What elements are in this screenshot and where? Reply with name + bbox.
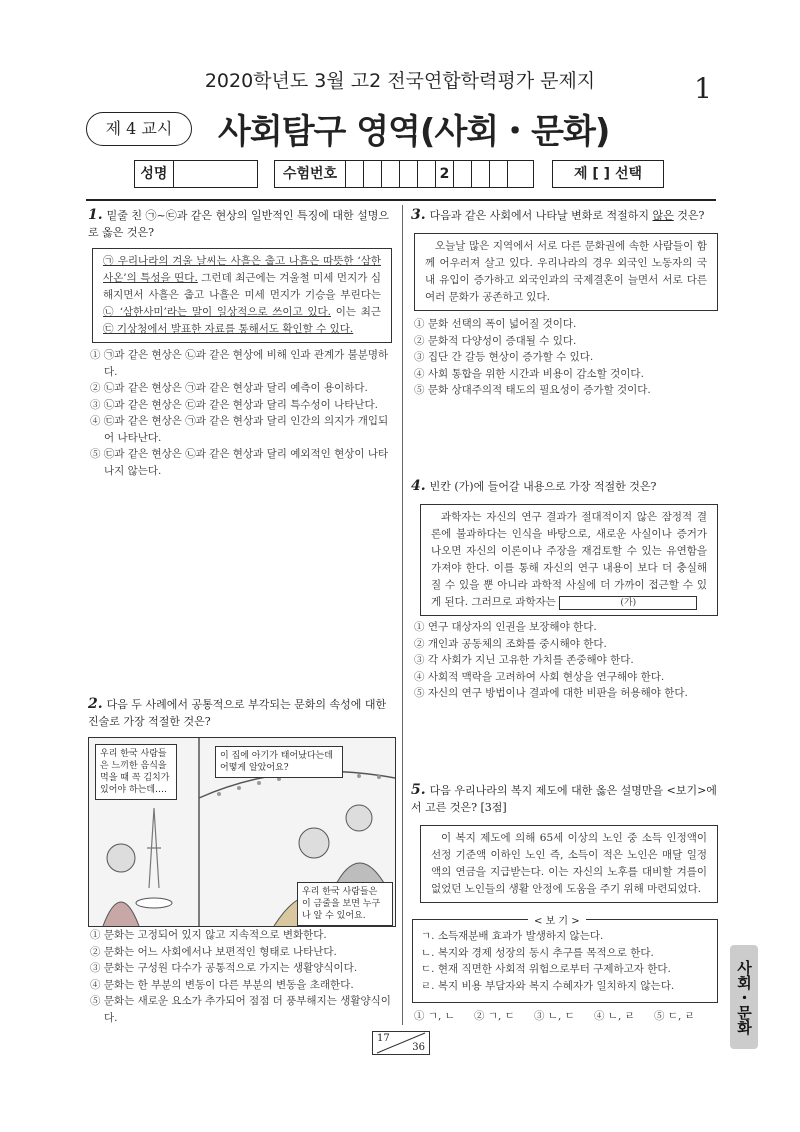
answer-option[interactable]: ⑤ ㄷ, ㄹ [654, 1010, 695, 1022]
passage-underline-b: ㉡ ‘삼한사미’라는 말이 일상적으로 쓰이고 있다. [103, 306, 332, 318]
speech-bubble-3: 우리 한국 사람들은 이 금줄을 보면 누구나 알 수 있어요. [297, 882, 393, 926]
bogi-item: ㄹ. 복지 비용 부담자와 복지 수혜자가 일치하지 않는다. [421, 979, 675, 992]
exam-number-cell[interactable] [490, 161, 508, 187]
exam-number-cell[interactable] [508, 161, 525, 187]
question-1-options [90, 347, 394, 479]
question-4-passage [420, 504, 718, 616]
question-text: 밑줄 친 ㉠~㉢과 같은 현상의 일반적인 특징에 대한 설명으로 옳은 것은? [88, 209, 389, 239]
answer-option[interactable]: ③ 각 사회가 지닌 고유한 가치를 존중해야 한다. [414, 654, 634, 666]
answer-option[interactable]: ③ 문화는 구성원 다수가 공통적으로 가지는 생활양식이다. [90, 962, 358, 974]
name-field[interactable] [174, 161, 257, 187]
question-number: 3. [411, 207, 426, 223]
question-text: 다음 두 사례에서 공통적으로 부각되는 문화의 속성에 대한 진술로 가장 적절한 것은? [88, 698, 387, 728]
answer-option[interactable]: ② ㄱ, ㄷ [474, 1010, 515, 1022]
passage-text: 그런데 최근에는 겨울철 미세 먼지가 심해지면서 사흘은 춥고 나흘은 미세 먼지가 기승을 부린다는 [103, 272, 381, 301]
speech-bubble-2: 이 집에 아기가 태어났다는데 어떻게 알았어요? [215, 746, 343, 778]
exam-number-cell[interactable] [418, 161, 436, 187]
question-number: 2. [88, 696, 103, 712]
passage-text: 과학자는 자신의 연구 결과가 절대적이지 않은 잠정적 결론에 불과하다는 인식을 바탕으로, 새로운 사실이나 증거가 나오면 자신의 이론이나 주장을 재검토할 수 있는 유연함을 가져야 한다. 이를 통해 자신의 연구 내용이 보다 더 충실해질 수 있을 뿐 아니라 과학적 사실에 더 가까이 접근할 수 있게 된다. 그러므로 과학자는 [431, 511, 707, 608]
answer-option[interactable]: ③ ㄴ, ㄷ [534, 1010, 575, 1022]
page-counter-total: 36 [412, 1042, 425, 1053]
blank-box: (가) [559, 596, 697, 610]
answer-option[interactable]: ① ㄱ, ㄴ [414, 1010, 455, 1022]
question-4-stem [411, 478, 717, 495]
question-5-stem [411, 782, 717, 816]
passage-text: 이는 최근 [331, 306, 382, 318]
question-4-options [414, 619, 714, 702]
answer-option[interactable]: ① 문화 선택의 폭이 넓어질 것이다. [414, 318, 577, 330]
question-text: 다음과 같은 사회에서 나타날 변화로 적절하지 [429, 209, 653, 222]
page-number: 1 [694, 72, 712, 105]
question-3-passage: 오늘날 많은 지역에서 서로 다른 문화권에 속한 사람들이 함께 어우러져 살고 있다. 우리나라의 경우 외국인 노동자의 국내 유입이 증가하고 외국인과의 국제결혼이 늘면서 서로 다른 여러 문화가 공존하고 있다. [414, 233, 718, 311]
answer-option[interactable]: ⑤ ㉢과 같은 현상은 ㉡과 같은 현상과 달리 예외적인 현상이 나타나지 않는다. [90, 448, 389, 477]
answer-option[interactable]: ⑤ 문화 상대주의적 태도의 필요성이 증가할 것이다. [414, 384, 651, 396]
header-rule [86, 199, 716, 201]
bogi-item: ㄴ. 복지와 경제 성장의 동시 추구를 목적으로 한다. [421, 946, 654, 959]
question-5-passage: 이 복지 제도에 의해 65세 이상의 노인 중 소득 인정액이 선정 기준액 이하인 노인 즉, 소득이 적은 노인은 매달 일정액의 연금을 지급받는다. 이는 자신의 노후를 대비할 겨를이 없었던 노인들의 생활 안정에 도움을 주기 위해 마련되었다. [420, 825, 718, 903]
exam-number-cell[interactable] [382, 161, 400, 187]
bogi-label: < 보 기 > [528, 912, 586, 927]
choice-label: 제 [ ] 선택 [574, 166, 642, 182]
question-2-options [90, 927, 394, 1026]
page-counter [372, 1031, 430, 1055]
exam-number-cell[interactable] [400, 161, 418, 187]
answer-option[interactable]: ④ 사회적 맥락을 고려하여 사회 현상을 연구해야 한다. [414, 670, 665, 683]
question-text: 빈칸 (가)에 들어갈 내용으로 가장 적절한 것은? [429, 480, 657, 493]
bogi-box [412, 916, 718, 1003]
exam-number-label: 수험번호 [275, 161, 346, 187]
answer-option[interactable]: ① 문화는 고정되어 있지 않고 지속적으로 변화한다. [90, 929, 327, 941]
answer-option[interactable]: ② 문화는 어느 사회에서나 보편적인 형태로 나타난다. [90, 945, 337, 958]
answer-option[interactable]: ② 문화적 다양성이 증대될 수 있다. [414, 334, 577, 347]
question-3-options [414, 316, 714, 399]
answer-option[interactable]: ④ ㉢과 같은 현상은 ㉠과 같은 현상과 달리 인간의 의지가 개입되어 나타난다. [90, 415, 389, 444]
exam-number-cell[interactable] [364, 161, 382, 187]
question-number: 5. [411, 782, 426, 798]
question-2-stem [88, 696, 394, 730]
answer-option[interactable]: ④ 사회 통합을 위한 시간과 비용이 감소할 것이다. [414, 367, 644, 380]
cartoon-illustration [88, 737, 396, 927]
column-divider [402, 205, 403, 1025]
question-5-options [414, 1008, 714, 1025]
page-counter-current: 17 [377, 1033, 390, 1044]
answer-option[interactable]: ④ ㄴ, ㄹ [594, 1010, 635, 1022]
question-text: 다음 우리나라의 복지 제도에 대한 옳은 설명만을 <보기>에서 고른 것은? [3점] [411, 784, 717, 814]
question-1-passage [92, 248, 392, 343]
exam-number-cell[interactable] [454, 161, 472, 187]
name-box [134, 160, 258, 188]
question-number: 4. [411, 478, 426, 494]
question-number: 1. [88, 207, 103, 223]
question-emphasis: 않은 [652, 209, 674, 222]
period-badge: 제 4 교시 [86, 112, 192, 146]
answer-option[interactable]: ③ ㉡과 같은 현상은 ㉢과 같은 현상과 달리 특수성이 나타난다. [90, 398, 379, 411]
exam-number-cell[interactable] [346, 161, 364, 187]
answer-option[interactable]: ⑤ 문화는 새로운 요소가 추가되어 점점 더 풍부해지는 생활양식이다. [90, 995, 391, 1024]
answer-option[interactable]: ① 연구 대상자의 인권을 보장해야 한다. [414, 621, 597, 633]
answer-option[interactable]: ① ㉠과 같은 현상은 ㉡과 같은 현상에 비해 인과 관계가 불분명하다. [90, 349, 389, 378]
subject-title: 사회탐구 영역(사회・문화) [218, 112, 610, 152]
subject-side-tab: 사회・문화 [730, 945, 758, 1049]
exam-number-cell[interactable] [472, 161, 490, 187]
answer-option[interactable]: ③ 집단 간 갈등 현상이 증가할 수 있다. [414, 351, 594, 363]
bogi-item: ㄷ. 현재 직면한 사회적 위험으로부터 구제하고자 한다. [421, 963, 671, 975]
answer-option[interactable]: ② 개인과 공동체의 조화를 중시해야 한다. [414, 637, 607, 650]
answer-option[interactable]: ② ㉡과 같은 현상은 ㉠과 같은 현상과 달리 예측이 용이하다. [90, 382, 368, 394]
choice-box [552, 160, 664, 188]
passage-underline-a: ㉠ 우리나라의 겨울 날씨는 사흘은 춥고 나흘은 따뜻한 ‘삼한사온’의 특성을 띤다. [103, 255, 381, 284]
passage-underline-c: ㉢ 기상청에서 발표한 자료를 통해서도 확인할 수 있다. [103, 323, 354, 335]
name-label: 성명 [135, 161, 174, 187]
exam-number-box [274, 160, 534, 188]
answer-option[interactable]: ⑤ 자신의 연구 방법이나 결과에 대한 비판을 허용해야 한다. [414, 687, 688, 699]
bogi-item: ㄱ. 소득재분배 효과가 발생하지 않는다. [421, 930, 604, 942]
bogi-items [413, 920, 717, 994]
question-3-stem [411, 207, 717, 224]
exam-number-cell[interactable]: 2 [436, 161, 454, 187]
exam-title: 2020학년도 3월 고2 전국연합학력평가 문제지 [204, 70, 596, 92]
answer-option[interactable]: ④ 문화는 한 부분의 변동이 다른 부분의 변동을 초래한다. [90, 978, 354, 991]
speech-bubble-1: 우리 한국 사람들은 느끼한 음식을 먹을 때 꼭 김치가 있어야 하는데…. [95, 744, 177, 800]
question-text: 것은? [673, 209, 705, 222]
question-1-stem [88, 207, 394, 241]
